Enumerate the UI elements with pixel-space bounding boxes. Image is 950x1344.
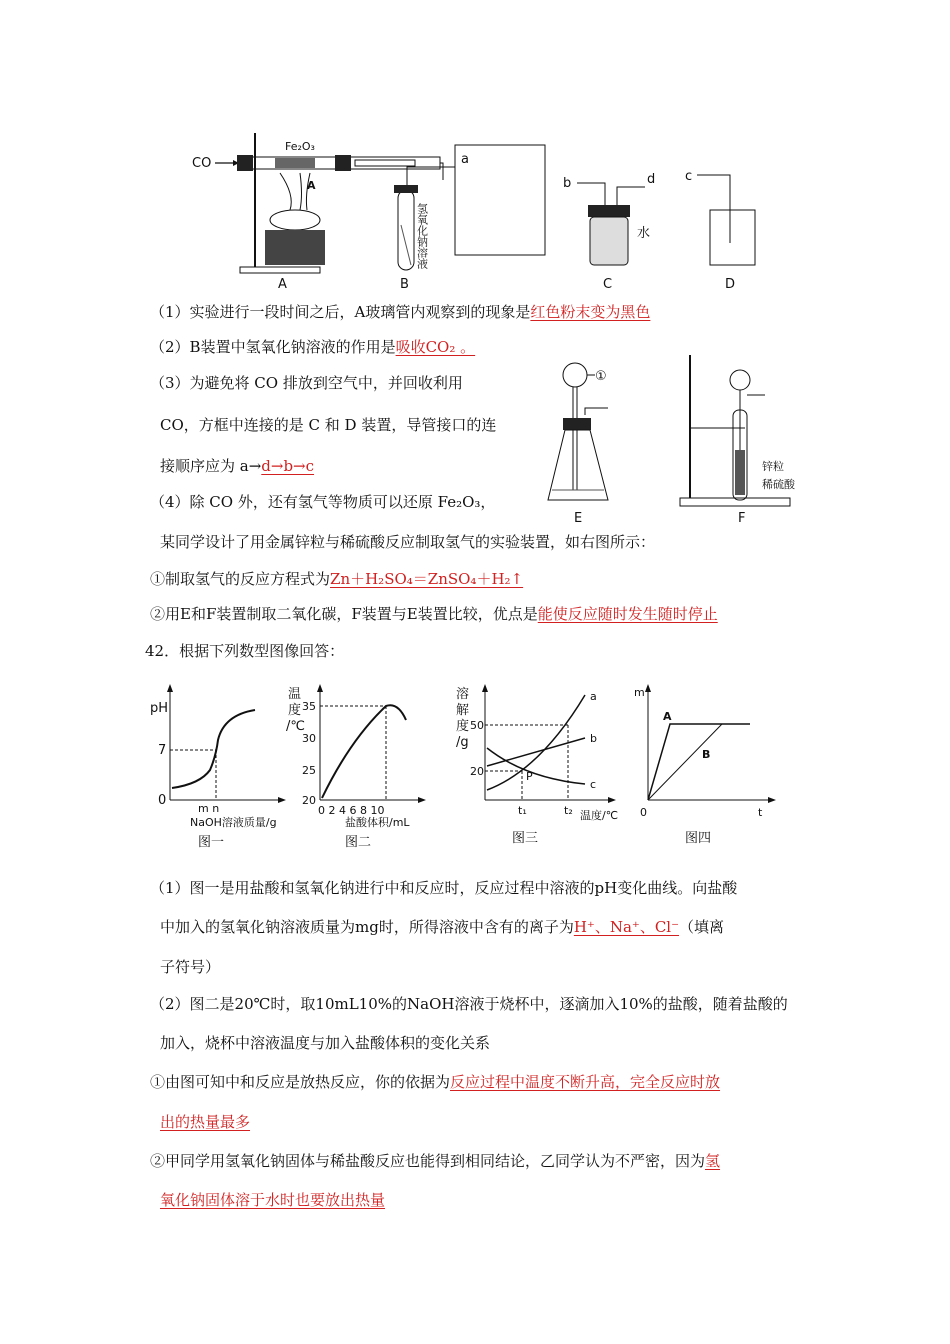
g4-caption: 图四 [685, 831, 712, 846]
p2-sub2-answer-b: 氧化钠固体溶于水时也要放出热量 [160, 1191, 386, 1209]
g4-t: t [758, 806, 763, 819]
g3-y50: 50 [470, 719, 484, 732]
g2-xticks: 0 2 4 6 8 10 [318, 804, 385, 817]
g2-y35: 35 [302, 700, 316, 713]
p1-line2-text: 中加入的氢氧化钠溶液质量为mg时，所得溶液中含有的离子为 [160, 918, 574, 936]
g3-ylabel4: /g [456, 735, 469, 750]
p1-line3: 子符号） [160, 958, 221, 976]
g3-xlabel: 温度/℃ [580, 809, 619, 822]
p1-line1: （1）图一是用盐酸和氢氧化钠进行中和反应时，反应过程中溶液的pH变化曲线。向盐酸 [150, 879, 738, 897]
p2-line1: （2）图二是20℃时，取10mL10%的NaOH溶液于烧杯中，逐滴加入10%的盐酸，随着盐酸的 [150, 995, 788, 1013]
graphs-figure [140, 680, 790, 850]
fe2o3-label: Fe₂O₃ [285, 140, 315, 153]
g1-ylabel: pH [150, 701, 169, 716]
q3-line3-text: 接顺序应为 a→ [160, 457, 262, 475]
q4-sub1-answer: Zn＋H₂SO₄＝ZnSO₄＋H₂↑ [330, 570, 524, 588]
p2-sub2 [150, 1151, 720, 1171]
g2-y30: 30 [302, 732, 316, 745]
q4-sub2-text: ②用E和F装置制取二氧化碳，F装置与E装置比较，优点是 [150, 605, 538, 623]
q3-line3 [160, 456, 314, 476]
g4-zero: 0 [640, 806, 647, 819]
apparatus-figure-top [185, 125, 785, 295]
q4-line2: 某同学设计了用金属锌粒与稀硫酸反应制取氢气的实验装置，如右图所示： [160, 533, 656, 551]
g3-ylabel1: 溶 [456, 687, 470, 702]
p1-answer: H⁺、Na⁺、Cl⁻ [573, 918, 680, 936]
g2-caption: 图二 [345, 835, 372, 850]
g3-ylabel2: 解 [456, 703, 470, 718]
q4-line1: （4）除 CO 外，还有氢气等物质可以还原 Fe₂O₃， [150, 493, 496, 511]
q1-text: （1）实验进行一段时间之后，A玻璃管内观察到的现象是 [150, 303, 531, 321]
g2-y20: 20 [302, 794, 316, 807]
g2-y25: 25 [302, 764, 316, 777]
q3-answer: d→b→c [261, 457, 315, 475]
naoh-label: 氢氧化钠溶液 [415, 203, 429, 269]
caption-B: B [400, 277, 409, 292]
p2-line2: 加入，烧杯中溶液温度与加入盐酸体积的变化关系 [160, 1034, 491, 1052]
g1-caption: 图一 [198, 835, 225, 850]
q4-sub2 [150, 604, 718, 624]
q4-sub1 [150, 569, 523, 589]
g4-B: B [702, 748, 711, 761]
port-d-label: d [647, 172, 656, 187]
g2-xlabel: 盐酸体积/mL [345, 816, 410, 829]
g3-b: b [590, 732, 597, 745]
q1-answer: 红色粉末变为黑色 [530, 303, 651, 321]
g2-ylabel1: 温 [288, 687, 302, 702]
zinc-label: 锌粒 [762, 460, 784, 473]
p2-sub2-text: ②甲同学用氢氧化钠固体与稀盐酸反应也能得到相同结论，乙同学认为不严密，因为 [150, 1152, 706, 1170]
p2-sub2-cont [160, 1190, 385, 1210]
p1-line2 [160, 917, 724, 937]
graph-4 [634, 684, 776, 846]
q3-line1: （3）为避免将 CO 排放到空气中，并回收利用 [150, 374, 463, 392]
caption-F: F [738, 511, 746, 526]
caption-C: C [603, 277, 613, 292]
g4-ylabel: m [634, 686, 645, 699]
g4-A: A [663, 710, 672, 723]
graph-2 [286, 684, 426, 850]
port-c-label: c [685, 169, 693, 184]
g3-y20: 20 [470, 765, 484, 778]
caption-A: A [278, 277, 287, 292]
g1-xlabel: NaOH溶液质量/g [190, 816, 277, 829]
g3-p: P [526, 770, 533, 783]
caption-D: D [725, 277, 736, 292]
port-a-label: a [461, 152, 469, 167]
water-label: 水 [637, 226, 651, 241]
g3-caption: 图三 [512, 831, 539, 846]
p2-sub1-cont [160, 1112, 250, 1132]
p2-sub1-answer-b: 出的热量最多 [160, 1113, 251, 1131]
q2-answer: 吸收CO₂ 。 [395, 338, 476, 356]
p2-sub1 [150, 1072, 720, 1092]
question-2 [150, 337, 475, 357]
g3-c: c [590, 778, 597, 791]
q2-text: （2）B装置中氢氧化钠溶液的作用是 [150, 338, 396, 356]
p2-sub1-text: ①由图可知中和反应是放热反应，你的依据为 [150, 1073, 451, 1091]
co-label: CO [192, 156, 212, 171]
g2-ylabel3: /℃ [286, 719, 305, 734]
q42-title: 42．根据下列数型图像回答： [145, 642, 345, 660]
g1-zero: 0 [158, 793, 167, 808]
g3-a: a [590, 690, 597, 703]
port-b-label: b [563, 176, 572, 191]
acid-label: 稀硫酸 [762, 478, 795, 491]
g3-t2: t₂ [564, 804, 573, 817]
q4-sub2-answer: 能使反应随时发生随时停止 [537, 605, 718, 623]
graph-1 [150, 684, 286, 850]
p1-line2-tail: （填离 [679, 918, 725, 936]
g3-t1: t₁ [518, 804, 527, 817]
a-inner-label: A [307, 179, 316, 192]
q4-sub1-text: ①制取氢气的反应方程式为 [150, 570, 331, 588]
p2-sub2-answer-a: 氢 [705, 1152, 721, 1170]
g2-ylabel2: 度 [288, 703, 302, 718]
question-1 [150, 302, 650, 322]
marker-label: ① [595, 369, 607, 384]
q3-line2: CO，方框中连接的是 C 和 D 装置，导管接口的连 [160, 416, 497, 434]
graph-3 [456, 684, 618, 846]
g1-y7: 7 [158, 743, 167, 758]
g3-ylabel3: 度 [456, 719, 470, 734]
apparatus-figure-ef [540, 350, 820, 530]
caption-E: E [574, 511, 583, 526]
p2-sub1-answer-a: 反应过程中温度不断升高，完全反应时放 [450, 1073, 721, 1091]
g1-xticks: m n [198, 802, 220, 815]
